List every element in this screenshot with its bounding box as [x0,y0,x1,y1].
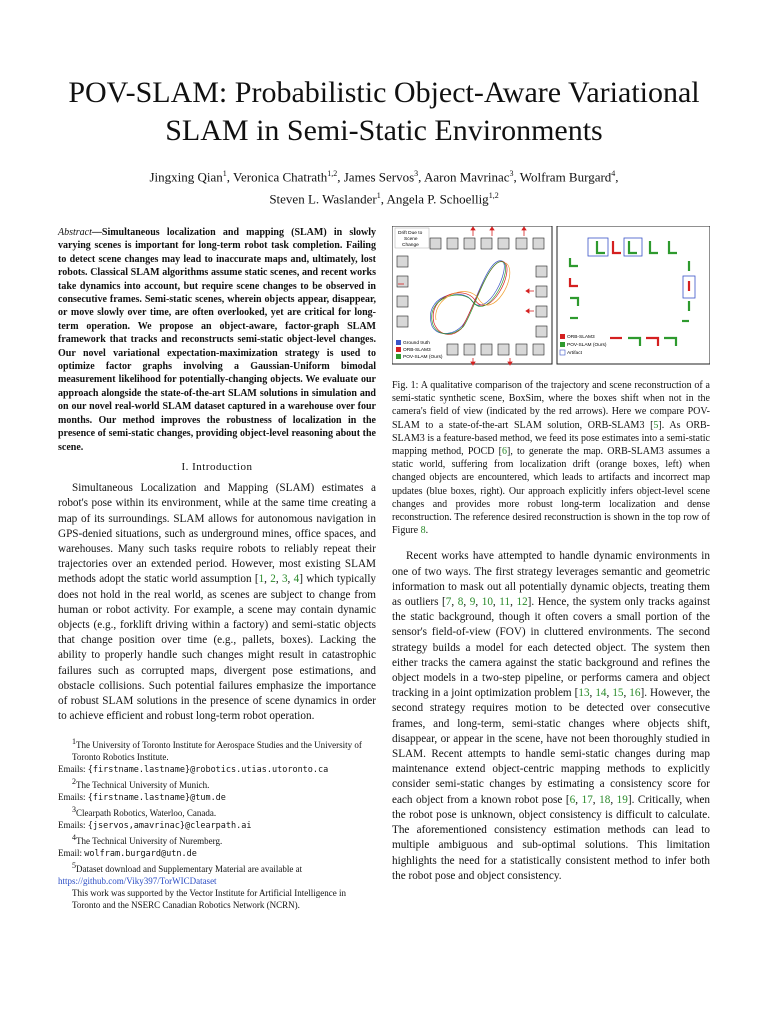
funding-note: This work was supported by the Vector Institute for Artificial Intelligence in Toronto and the NSERC Canadian Robotics Network (NCRN). [72,888,347,911]
left-column [58,226,376,911]
author-name: Jingxing Qian [149,169,223,185]
drift-legend-line-1: Drift Due to [398,231,423,236]
legend-swatch [560,334,565,339]
citation-link[interactable]: 14 [595,687,607,700]
footnote-4: $^4$The Technical University of Nuremberg. [72,833,223,847]
citation-link[interactable]: 15 [612,687,624,700]
author-name: Aaron Mavrinac [423,169,510,185]
citation-link[interactable]: 6 [569,793,576,806]
citation-link[interactable]: 3 [281,573,288,586]
citation-link[interactable]: 16 [629,687,641,700]
author-line-1: Jingxing Qian$^1$, Veronica Chatrath$^{1,2}$, James Servos$^3$, Aaron Mavrinac$^3$, Wolfram Burgard$^4$, [149,169,619,185]
section-heading-introduction: I. Introduction [181,460,253,473]
author-affiliation: 1 [376,191,381,201]
figure-1-image [392,226,710,374]
citation-link[interactable]: 12 [516,596,528,609]
citation-link[interactable]: 5 [653,419,659,431]
citation-link[interactable]: 6 [502,446,507,458]
drift-legend-line-3: Change [402,243,419,248]
author-name: Steven L. Waslander [269,191,377,207]
abstract-label: Abstract [58,227,92,238]
footnote-4-email: Email: wolfram.burgard@utn.de [58,848,197,860]
legend-swatch [396,354,401,359]
footnote-1: $^1$The University of Toronto Institute for Aerospace Studies and the University of Toronto Robotics Institute. [72,737,362,763]
intro-paragraph: Simultaneous Localization and Mapping (SLAM) estimates a robot's pose within its environment, while at the same time creating a map of its surroundings. SLAM allows for autonomous navigation in GPS-denied situations, such as underground mines, office spaces, and warehouses. Many such tasks require robots to reliably repeat their trajectories over an extended period. However, most existing SLAM methods adopt the static world assumption [1, 2, 3, 4] which typically does not hold in the real world, as scenes are subject to change from human or robot activity. For example, a scene may contain dynamic objects (e.g., forklift driving within a factory) and semi-static objects that change position over time (e.g., pallets, boxes). Lacking the ability to properly handle such changes might result in catastrophic failures such as corrupted maps, divergent pose estimations, and obstacle collisions. Such potential failures emphasize the importance of robust SLAM solutions in the presence of scene dynamics in order to achieve efficient and robust long-term robot operation. [58,482,377,723]
citation-link[interactable]: 4 [293,573,300,586]
footnote-2-email: Emails: {firstname.lastname}@tum.de [58,792,226,804]
title-line-1: POV-SLAM: Probabilistic Object-Aware Variational [68,76,700,109]
footnote-5: $^5$Dataset download and Supplementary Material are available at [72,861,303,875]
author-list [40,164,728,209]
footnotes [58,736,376,911]
citation-link[interactable]: 18 [599,793,611,806]
figure-reference-link[interactable]: 8 [420,525,426,537]
footnote-2: $^2$The Technical University of Munich. [72,777,210,791]
citation-link[interactable]: 17 [581,793,593,806]
author-affiliation: 3 [414,169,419,178]
author-affiliation: 4 [611,169,616,178]
abstract [58,226,376,454]
paper-title [40,74,728,150]
legend-swatch [396,347,401,352]
author-name: Angela P. Schoellig [386,191,489,207]
footnote-1-email: Emails: {firstname.lastname}@robotics.utias.utoronto.ca [58,764,329,776]
author-name: Veronica Chatrath [233,169,328,185]
footnote-3: $^3$Clearpath Robotics, Waterloo, Canada. [72,805,217,819]
citation-link[interactable]: 10 [481,596,493,609]
author-name: Wolfram Burgard [519,169,612,185]
author-affiliation: 1,2 [327,169,338,178]
author-line-2: Steven L. Waslander$^1$, Angela P. Schoellig$^{1,2}$ [269,191,499,207]
citation-link[interactable]: 19 [616,793,628,806]
author-affiliation: 1 [222,169,227,178]
dataset-link[interactable]: https://github.com/Viky397/TorWICDataset [58,876,217,887]
legend-label: POV-SLAM (Ours) [403,355,443,360]
legend-swatch [560,342,565,347]
author-affiliation: 3 [509,169,514,178]
citation-link[interactable]: 7 [445,596,452,609]
related-work-paragraph: Recent works have attempted to handle dynamic environments in one of two ways. The first strategy leverages semantic and geometric information to mask out all potentially dynamic objects, treating them as outliers [7, 8, 9, 10, 11, 12]. Hence, the system only tracks against the static background, though it often covers a small portion of the sensor's field-of-view (FOV) in cluttered environments. The second strategy builds a model for each detected object. The system then either tracks the camera against the static background and refines the object models in a two-step pipeline, or performs camera and object tracking in a joint optimization problem [13, 14, 15, 16]. However, the second strategy requires motion to be detected over consecutive frames, and long-term, semi-static changes where objects shift, disappear, or appear in the scene, have not been thoroughly studied in SLAM. Recent attempts to handle semi-static changes during map maintenance extend object-centric mapping methods to explicitly consider semi-static changes by estimating a consistency score for each object from a known robot pose [6, 17, 18, 19]. Critically, when the robot pose is unknown, object consistency is difficult to calculate. The aforementioned consistency estimation methods can lead to multiple ambiguous and sub-optimal solutions. This limitation highlights the need for a statistically consistent method to infer both the robot pose and object consistency. [392,550,711,882]
footnote-3-email: Emails: {jservos,amavrinac}@clearpath.ai [58,820,252,832]
legend-label: POV-SLAM (Ours) [567,343,607,348]
abstract-text: —Simultaneous localization and mapping (SLAM) in slowly varying scenes is important for long-term robot task completion. Failing to detect scene changes may lead to inaccurate maps and, ultimately, lost robots. Classical SLAM algorithms assume static scenes, and recent works take dynamics into account, but require scene changes to be observed in consecutive frames. Semi-static scenes, wherein objects appear, disappear, or move slowly over time, are often overlooked, yet are critical for long-term operation. We propose an object-aware, factor-graph SLAM framework that tracks and reconstructs semi-static object-level changes. Our novel variational expectation-maximization strategy is used to optimize factor graphs involving a Gaussian-Uniform bimodal measurement likelihood for potentially-changing objects. We evaluate our approach alongside the state-of-the-art SLAM solutions in simulation and on our novel real-world SLAM dataset captured in a warehouse over four months. Our method improves the robustness of localization in the presence of semi-static changes, providing object-level reasoning about the scene. [58,227,376,453]
legend-swatch [396,340,401,345]
legend-label: Ground truth [403,341,430,346]
citation-link[interactable]: 2 [270,573,276,586]
figure-1 [392,226,710,374]
citation-link[interactable]: 13 [578,687,590,700]
citation-link[interactable]: 8 [457,596,464,609]
author-name: James Servos [343,169,415,185]
legend-label: Artifact [567,351,582,356]
legend-label: ORB-SLAM3 [567,335,595,340]
right-column [392,379,710,884]
author-affiliation: 1,2 [488,191,499,201]
figure-1-caption: Fig. 1: A qualitative comparison of the trajectory and scene reconstruction of a semi-static synthetic scene, BoxSim, where the boxes shift when not in the camera's field of view (indicated by the red arrows). Here we compare POV-SLAM to a state-of-the-art SLAM solution, ORB-SLAM3 [5]. As ORB-SLAM3 is a feature-based method, we feed its pose estimates into a semi-static mapping method, POCD [6], to generate the map. ORB-SLAM3 assumes a static world, suffering from localization drift (orange boxes, left) when changed objects are encountered, which leads to artifacts and incorrect map updates (blue boxes, right). Our approach explicitly infers object-level scene changes and provides more robust long-term localization and dense reconstruction. The reference desired reconstruction is shown in the top row of Figure 8. [392,380,710,537]
citation-link[interactable]: 9 [469,596,476,609]
citation-link[interactable]: 1 [258,573,265,586]
title-line-2: SLAM in Semi-Static Environments [165,114,603,147]
drift-legend-line-2: Scene [404,237,418,242]
citation-link[interactable]: 11 [499,596,511,609]
legend-label: ORB-SLAM3 [403,348,431,353]
